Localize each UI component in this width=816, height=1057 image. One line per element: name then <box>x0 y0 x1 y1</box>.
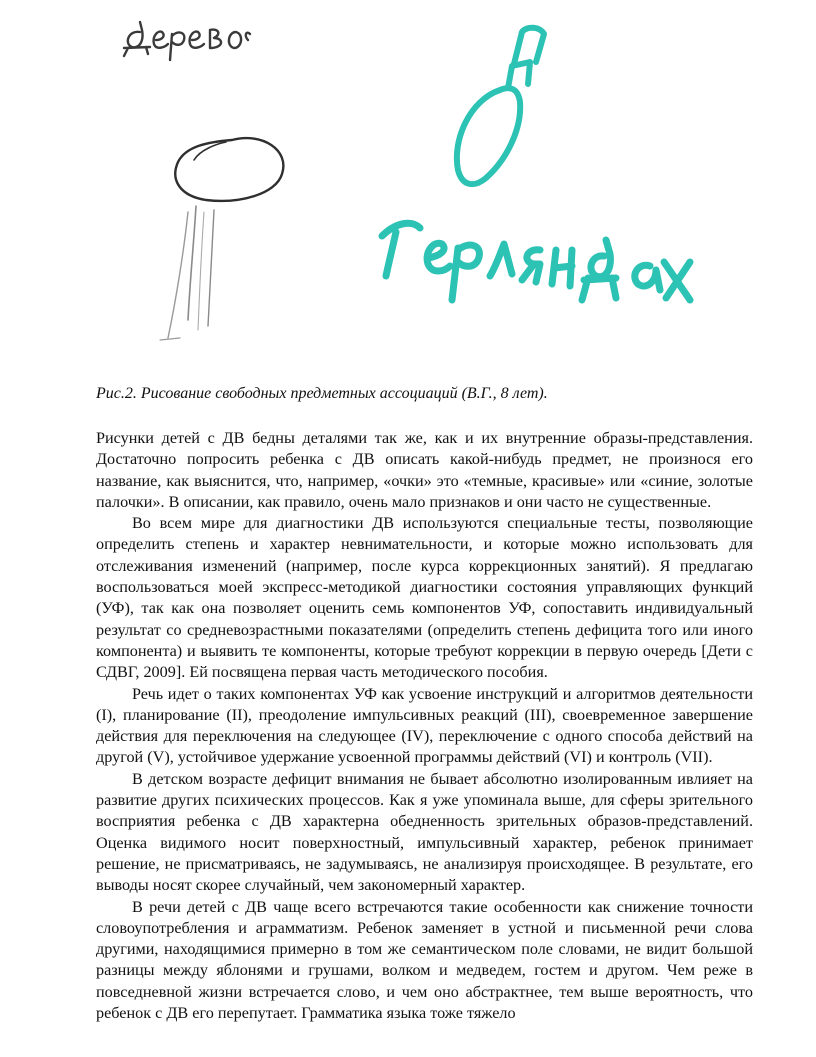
paragraph: Во всем мире для диагностики ДВ используются специальные тесты, позволяющие определить степень и характер невнимательности, и которые можно использовать для отслеживания изменений (например, после курса коррекционных занятий). Я предлагаю воспользоваться моей экспресс-методикой диагностики состояния управляющих функций (УФ), так как она позволяет оценить семь компонентов УФ, сопоставить индивидуальный результат со средневозрастными показателями (определить степень дефицита того или иного компонента) и выявить те компоненты, которые требуют коррекции в первую очередь [Дети с СДВГ, 2009]. Ей посвящена первая часть методического пособия. <box>96 514 753 682</box>
paragraph: Речь идет о таких компонентах УФ как усвоение инструкций и алгоритмов деятельности (I), планирование (II), преодоление импульсивных реакций (III), своевременное завершение действия для переключения на следующее (IV), переключение с одного способа действий на другой (V), устойчивое удержание усвоенной программы действий (VI) и контроль (VII). <box>96 684 753 767</box>
child-drawing-figure <box>0 0 816 380</box>
handwritten-label-garland <box>382 223 690 300</box>
document-body <box>96 428 753 1024</box>
paragraph: В детском возрасте дефицит внимания не бывает абсолютно изолированным ивлияет на развитие других психических процессов. Как я уже упоминала выше, для сферы зрительного восприятия ребенка с ДВ характерна обедненность зрительных образов-представлений. Оценка видимого носит поверхностный, импульсивный характер, ребенок принимает решение, не присматриваясь, не задумываясь, не анализируя происходящее. В результате, его выводы носят скорее случайный, чем закономерный характер. <box>96 769 753 895</box>
paragraph: В речи детей с ДВ чаще всего встречаются такие особенности как снижение точности словоупотребления и аграмматизм. Ребенок заменяет в устной и письменной речи слова другими, находящимися примерно в том же семантическом поле словами, не видит большой разницы между яблонями и грушами, волком и медведем, гостем и другом. Чем реже в повседневной жизни встречается слово, и чем оно абстрактнее, тем выше вероятность, что ребенок с ДВ его перепутает. Грамматика языка тоже тяжело <box>96 897 753 1023</box>
figure-caption: Рис.2. Рисование свободных предметных ассоциаций (В.Г., 8 лет). <box>96 385 548 402</box>
tree-drawing <box>160 138 283 340</box>
garland-bulb-drawing <box>457 28 544 184</box>
handwritten-label-tree <box>124 22 250 60</box>
paragraph: Рисунки детей с ДВ бедны деталями так же, как и их внутренние образы-представления. Достаточно попросить ребенка с ДВ описать какой-нибудь предмет, не произнося его название, как выяснится, что, например, «очки» это «темные, красивые» или «синие, золотые палочки». В описании, как правило, очень мало признаков и они часто не существенные. <box>96 429 753 511</box>
